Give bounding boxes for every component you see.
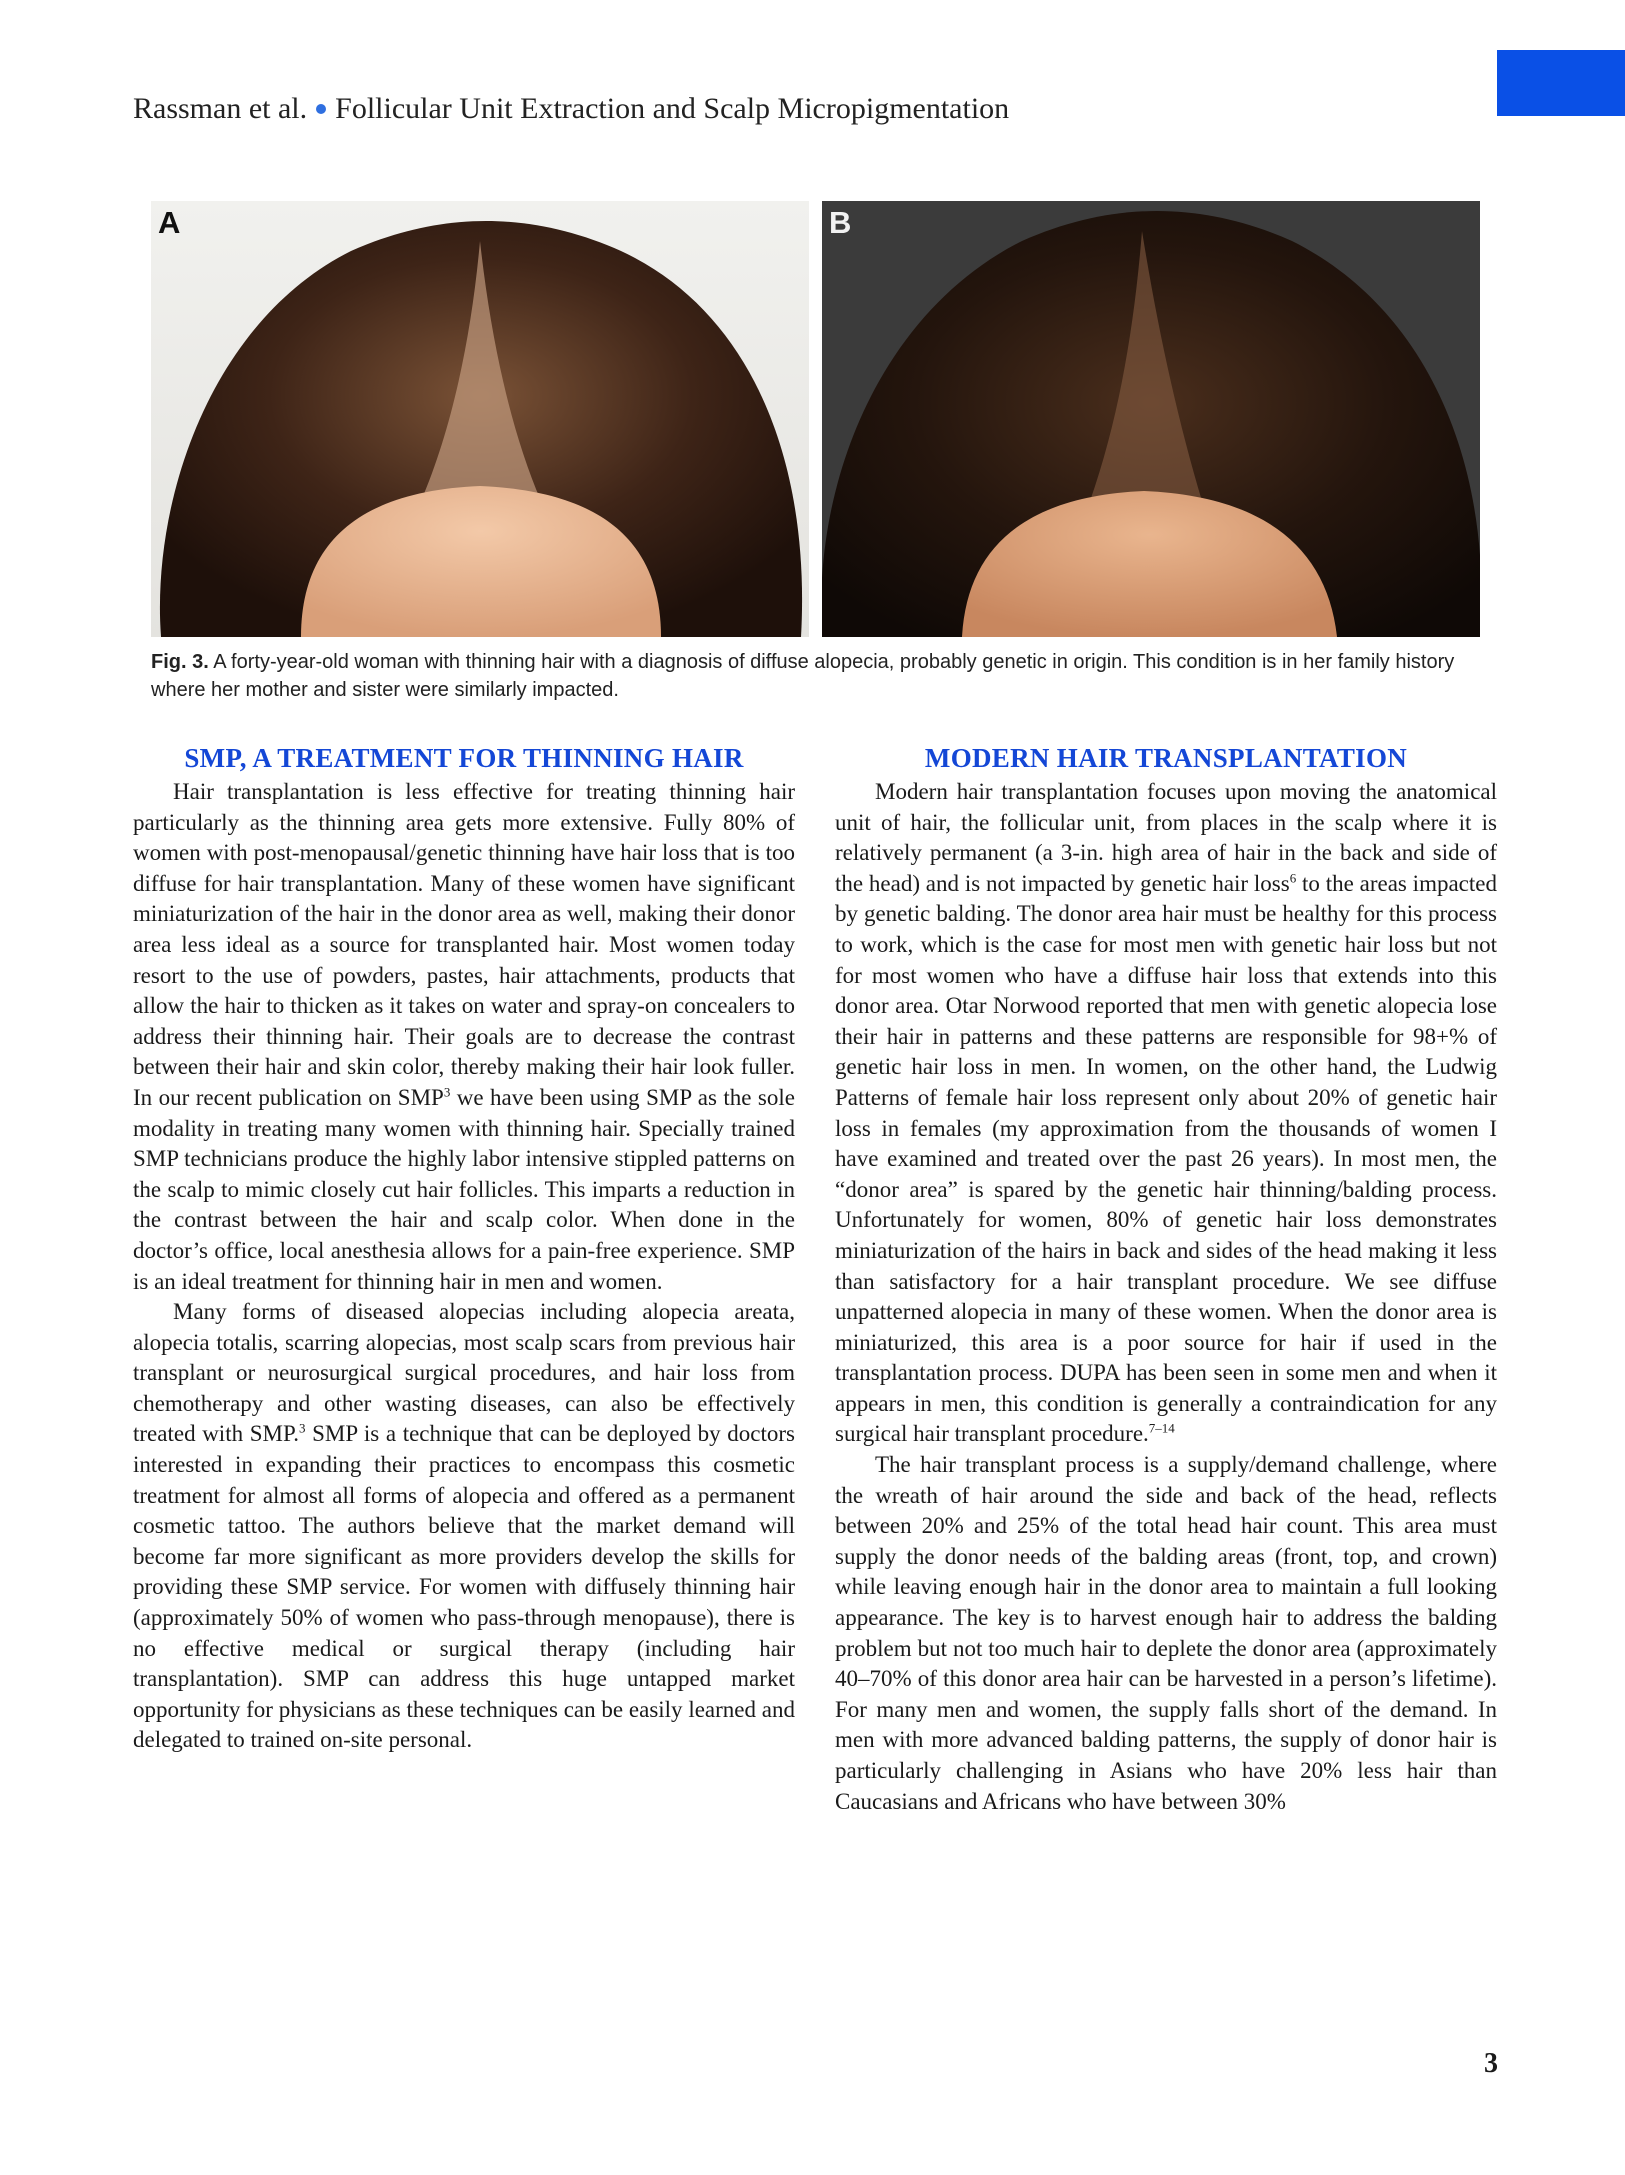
page-number: 3 bbox=[1484, 2048, 1498, 2079]
paragraph-text: Hair transplantation is less effective for treating thinning hair particularly as the thinning area gets more extensive. Fully 80% of women with post-menopausal/genetic thinning have hair loss that is too diffuse for hair transplantation. Many of these women have significant miniaturization of the hair in the donor area as well, making their donor area less ideal as a source for transplanted hair. Most women today resort to the use of powders, pastes, hair attachments, products that allow the hair to thicken as it takes on water and spray-on concealers to address their thinning hair. Their goals are to decrease the contrast between their hair and skin color, thereby making their hair look fuller. In our recent publication on SMP bbox=[133, 779, 795, 1110]
citation-ref: 7–14 bbox=[1148, 1420, 1175, 1436]
panel-label-a: A bbox=[158, 205, 181, 240]
section-heading-smp: SMP, A TREATMENT FOR THINNING HAIR bbox=[184, 743, 744, 773]
figure-caption-label: Fig. 3. bbox=[151, 651, 209, 673]
paragraph-text: we have been using SMP as the sole modality in treating many women with thinning hair. Specially trained SMP technicians produce the highly labor intensive stippled patterns on the scalp to mimic closely cut hair follicles. This imparts a reduction in the contrast between the hair and scalp color. When done in the doctor’s office, local anesthesia allows for a pain-free experience. SMP is an ideal treatment for thinning hair in men and women. bbox=[133, 1084, 795, 1294]
paragraph: The hair transplant process is a supply/demand challenge, where the wreath of hair around the side and back of the head, reflects between 20% and 25% of the total head hair count. This area must supply the donor needs of the balding areas (front, top, and crown) while leaving enough hair in the donor area to maintain a full looking appearance. The key is to harvest enough hair to address the balding problem but not too much hair to deplete the donor area (approximately 40–70% of this donor area hair can be harvested in a person’s lifetime). For many men and women, the supply falls short of the demand. In men with more advanced balding patterns, the supply of donor hair is particularly challenging in Asians who have 20% less hair than Caucasians and Africans who have between 30% bbox=[835, 1452, 1497, 1814]
citation-ref: 3 bbox=[443, 1084, 451, 1100]
section-color-tab bbox=[1497, 50, 1625, 116]
paragraph-text: SMP is a technique that can be deployed by doctors interested in expanding their practices to encompass this cosmetic treatment for almost all forms of alopecia and offered as a permanent cosmetic tattoo. The authors believe that the market demand will become far more significant as more providers develop the skills for providing these SMP service. For women with diffusely thinning hair (approximately 50% of women who pass-through menopause), there is no effective medical or surgical therapy (including hair transplantation). SMP can address this huge untapped market opportunity for physicians as these techniques can be easily learned and delegated to trained on-site personal. bbox=[133, 1421, 795, 1753]
bullet-dot-icon bbox=[316, 104, 326, 114]
figure-panel-b bbox=[822, 201, 1480, 637]
paragraph-text: Modern hair transplantation focuses upon moving the anatomical unit of hair, the follicular unit, from places in the scalp where it is relatively permanent (a 3-in. high area of hair in the back and side of the head) and is not impacted by genetic hair loss bbox=[835, 779, 1497, 896]
paragraph-text: Many forms of diseased alopecias including alopecia areata, alopecia totalis, scarring alopecias, most scalp scars from previous hair transplant or neurosurgical surgical procedures, and hair loss from chemotherapy and other wasting diseases, can also be effectively treated with SMP. bbox=[133, 1299, 795, 1447]
paragraph bbox=[133, 1297, 795, 1756]
section-heading-transplantation: MODERN HAIR TRANSPLANTATION bbox=[924, 743, 1408, 773]
figure-caption bbox=[151, 648, 1486, 704]
citation-ref: 3 bbox=[298, 1420, 306, 1436]
paragraph bbox=[835, 777, 1497, 1450]
header-authors: Rassman et al. bbox=[133, 92, 308, 125]
left-column bbox=[133, 740, 795, 1756]
header-title: Follicular Unit Extraction and Scalp Micropigmentation bbox=[335, 92, 1010, 125]
paragraph-text: to the areas impacted by genetic balding. The donor area hair must be healthy for this process to work, which is the case for most men with genetic hair loss but not for most women who have a diffuse hair loss that extends into this donor area. Otar Norwood reported that men with genetic alopecia lose their hair in patterns and these patterns are responsible for 98+% of genetic hair loss in men. In women, on the other hand, the Ludwig Patterns of female hair loss represent only about 20% of genetic hair loss in females (my approximation from the thousands of women I have examined and treated over the past 26 years). In most men, the “donor area” is spared by the genetic hair thinning/balding process. Unfortunately for women, 80% of genetic hair loss demonstrates miniaturization of the hairs in back and sides of the head making it less than satisfactory for a hair transplant procedure. We see diffuse unpatterned alopecia in many of these women. When the donor area is miniaturized, this area is a poor source for hair if used in the transplantation process. DUPA has been seen in some men and when it appears in men, this condition is generally a contraindication for any surgical hair transplant procedure. bbox=[835, 870, 1497, 1447]
panel-label-b: B bbox=[829, 205, 852, 240]
figure-panel-a bbox=[151, 201, 809, 637]
paragraph bbox=[133, 777, 795, 1297]
photo-hair-thinning-icon bbox=[822, 201, 1480, 637]
running-header bbox=[133, 92, 1009, 126]
photo-hair-thinning-icon bbox=[151, 201, 809, 637]
citation-ref: 6 bbox=[1289, 870, 1297, 886]
right-column bbox=[835, 740, 1497, 1817]
figure-caption-text: A forty-year-old woman with thinning hair with a diagnosis of diffuse alopecia, probably genetic in origin. This condition is in her family history where her mother and sister were similarly impacted. bbox=[151, 651, 1455, 701]
